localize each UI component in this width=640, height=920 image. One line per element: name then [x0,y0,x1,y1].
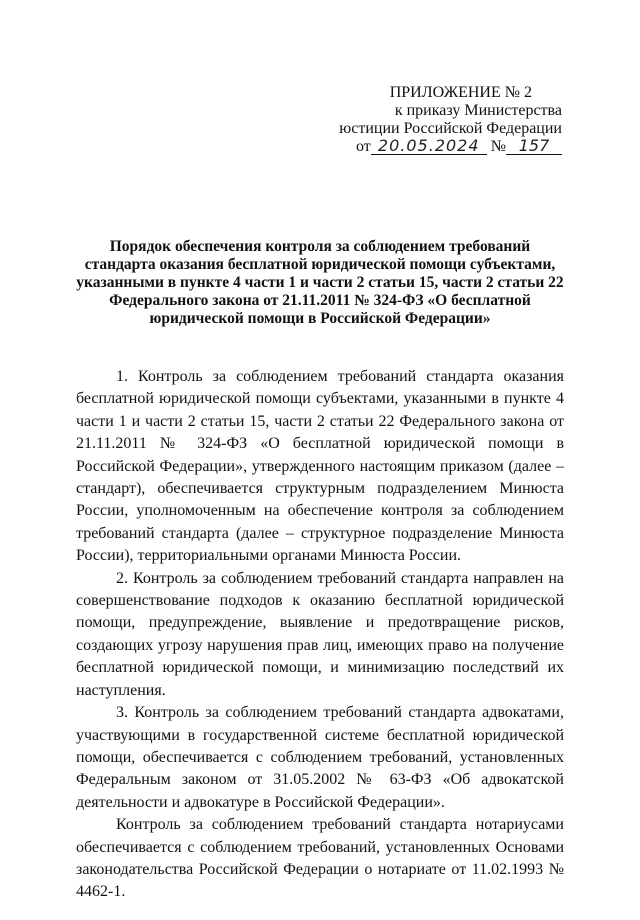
document-body [76,366,564,904]
appendix-ministry-line: юстиции Российской Федерации [339,120,562,137]
appendix-title: ПРИЛОЖЕНИЕ № 2 [389,84,532,101]
handwritten-date: 20.05.2024 [371,138,487,155]
from-label: от [355,138,371,155]
handwritten-number: 157 [506,138,562,155]
number-label: № [490,138,506,155]
paragraph-2: 2. Контроль за соблюдением требований стандарта направлен на совершенствование подходов к оказанию бесплатной юридической помощи, предупреждение, выявление и предотвращение рисков, создающих угрозу нарушения прав лиц, имеющих право на получение бесплатной юридической помощи, и минимизацию последствий их наступления. [76,569,564,699]
paragraph-4: Контроль за соблюдением требований стандарта нотариусами обеспечивается с соблюдением требований, установленных Основами законодательства Российской Федерации о нотариате от 11.02.1993 № 4462-1. [76,816,564,901]
title-line: стандарта оказания бесплатной юридической помощи субъектами, [84,256,556,273]
appendix-header [339,84,562,156]
appendix-order-line: к приказу Министерства [394,102,562,119]
order-date-number-line [339,138,562,156]
title-line: Федерального закона от 21.11.2011 № 324-ФЗ «О бесплатной [109,292,531,309]
title-line: указанными в пункте 4 части 1 и части 2 статьи 15, части 2 статьи 22 [76,274,564,291]
paragraph-3: 3. Контроль за соблюдением требований стандарта адвокатами, участвующими в государственной системе бесплатной юридической помощи, обеспечивается с соблюдением требований, установленных Федеральным законом от 31.05.2002 № 63-ФЗ «Об адвокатской деятельности и адвокатуре в Российской Федерации». [76,704,564,811]
title-line: Порядок обеспечения контроля за соблюдением требований [109,238,531,255]
title-line: юридической помощи в Российской Федерации» [149,310,491,327]
document-title [70,238,570,328]
paragraph-1: 1. Контроль за соблюдением требований стандарта оказания бесплатной юридической помощи субъектами, указанными в пункте 4 части 1 и части 2 статьи 15, части 2 статьи 22 Федерального закона от 21.11.2011 № 324-ФЗ «О бесплатной юридической помощи в Российской Федерации», утвержденного настоящим приказом (далее – стандарт), обеспечивается структурным подразделением Минюста России, уполномоченным на обеспечение контроля за соблюдением требований стандарта (далее – структурное подразделение Минюста России), территориальными органами Минюста России. [76,368,564,565]
